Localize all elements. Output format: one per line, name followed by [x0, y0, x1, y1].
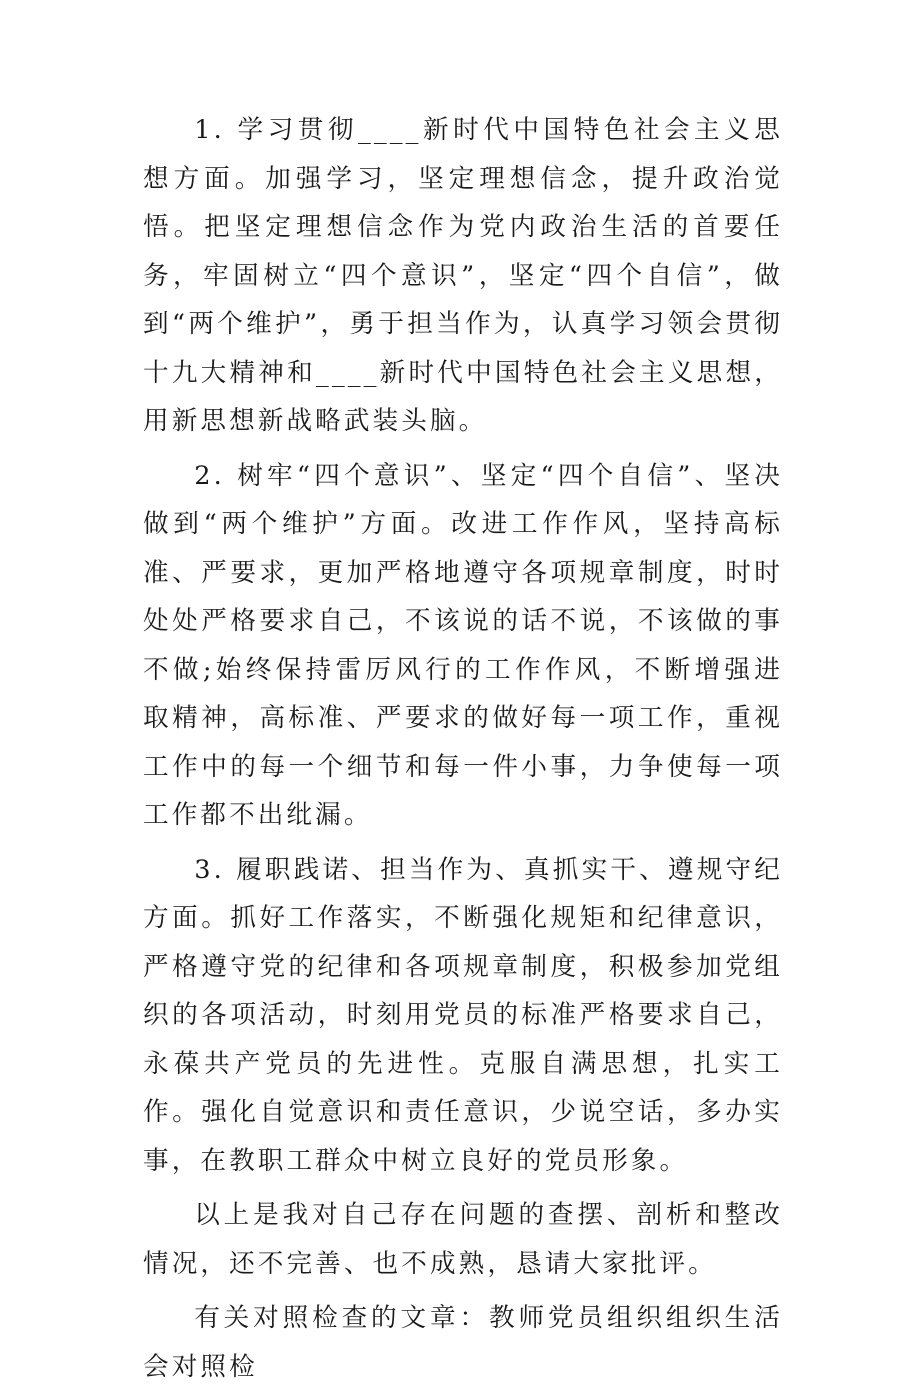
paragraph-conclusion: 以上是我对自己存在问题的查摆、剖析和整改情况，还不完善、也不成熟，恳请大家批评。 [143, 1200, 783, 1279]
document-body [143, 106, 783, 1397]
paragraph-1: 1. 学习贯彻____新时代中国特色社会主义思想方面。加强学习，坚定理想信念，提升政治觉悟。把坚定理想信念作为党内政治生活的首要任务，牢固树立“四个意识”，坚定“四个自信”，做到“两个维护”，勇于担当作为，认真学习领会贯彻十九大精神和____新时代中国特色社会主义思想，用新思想新战略武装头脑。 [143, 115, 783, 436]
paragraph-3: 3. 履职践诺、担当作为、真抓实干、遵规守纪方面。抓好工作落实，不断强化规矩和纪律意识，严格遵守党的纪律和各项规章制度，积极参加党组织的各项活动，时刻用党员的标准严格要求自己，永葆共产党员的先进性。克服自满思想，扎实工作。强化自觉意识和责任意识，少说空话，多办实事，在教职工群众中树立良好的党员形象。 [143, 854, 783, 1176]
paragraph-related-articles: 有关对照检查的文章：教师党员组织组织生活会对照检 [143, 1303, 783, 1382]
paragraph-2: 2. 树牢“四个意识”、坚定“四个自信”、坚决做到“两个维护”方面。改进工作作风，坚持高标准、严要求，更加严格地遵守各项规章制度，时时处处严格要求自己，不该说的话不说，不该做的事不做;始终保持雷厉风行的工作作风，不断增强进取精神，高标准、严要求的做好每一项工作，重视工作中的每一个细节和每一件小事，力争使每一项工作都不出纰漏。 [143, 460, 783, 830]
